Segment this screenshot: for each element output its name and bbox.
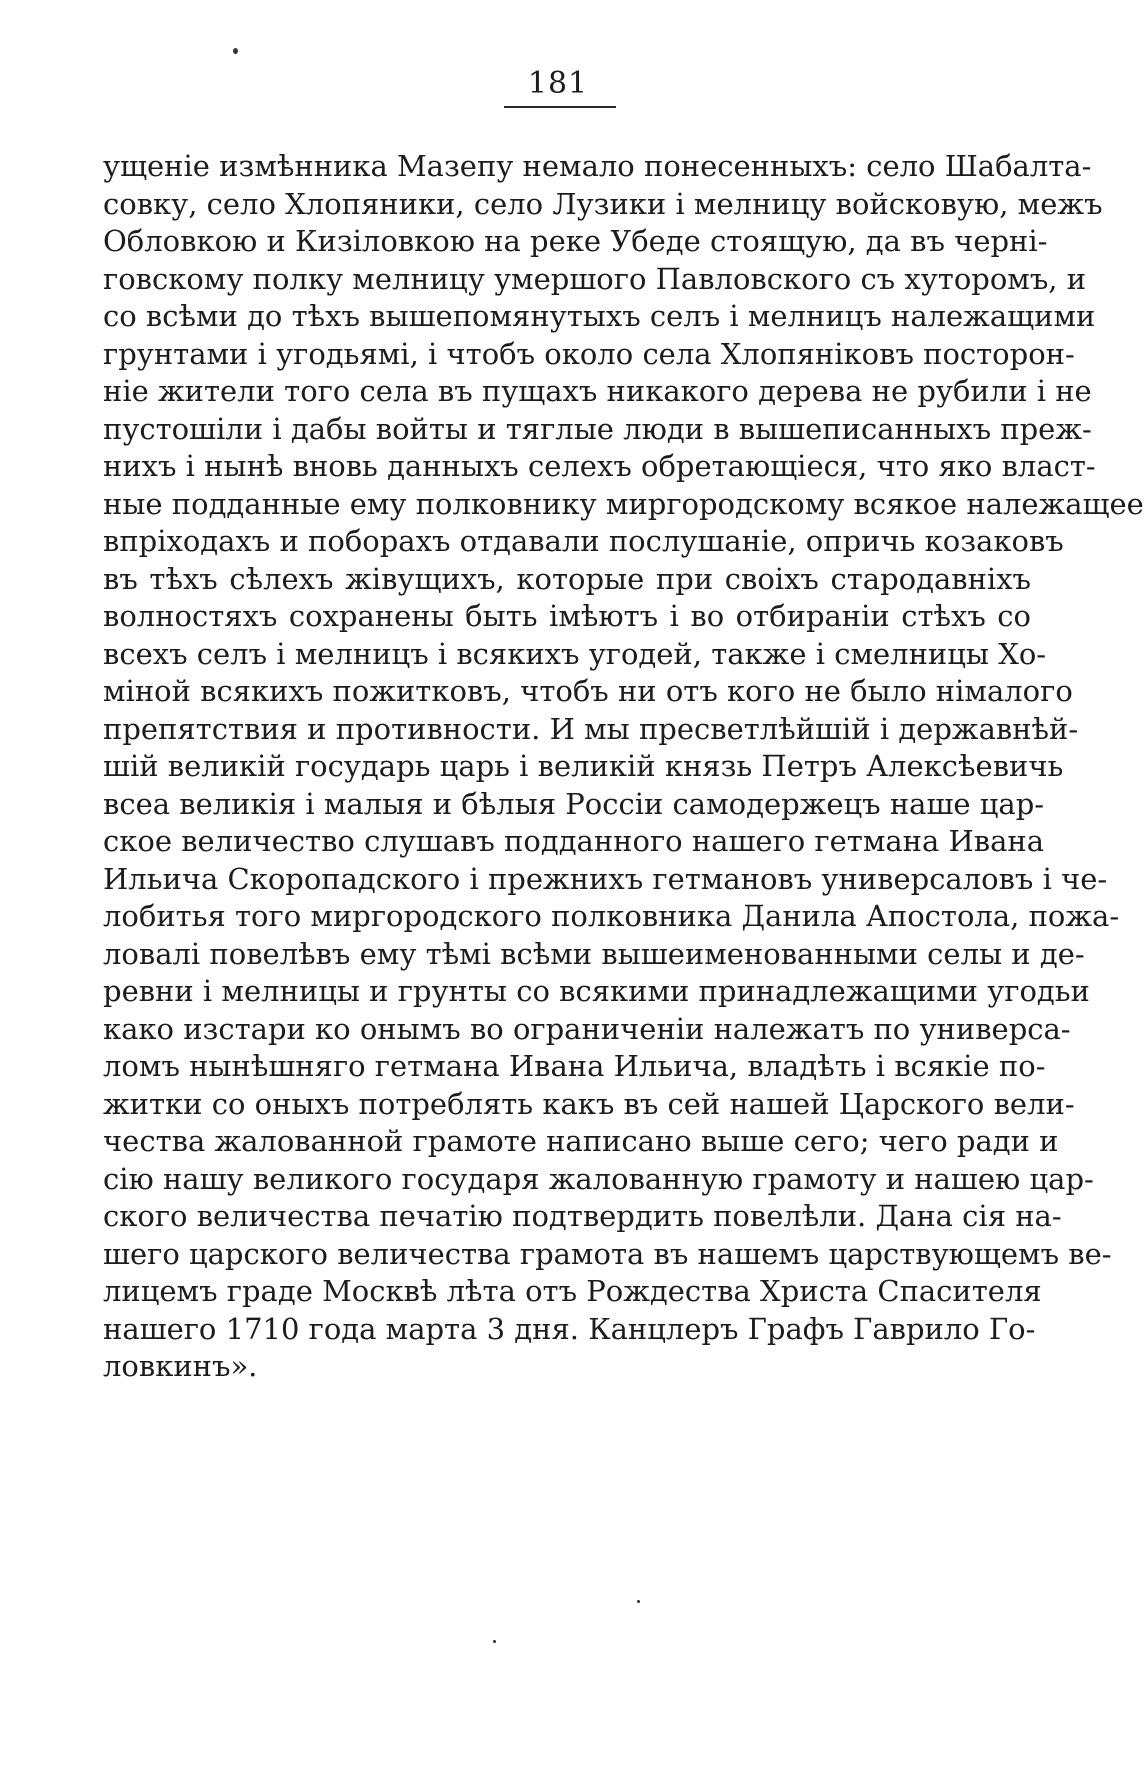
text-line: ского величества печатію подтвердить повелѣли. Дана сія на- [103, 1199, 1062, 1233]
text-line: препятствия и противности. И мы пресветлѣйшій і державнѣй- [103, 711, 1079, 746]
ink-speck [637, 1600, 640, 1603]
ink-speck [233, 48, 238, 54]
page-number-rule [504, 106, 616, 108]
text-line: ское величество слушавъ подданного нашего гетмана Ивана [103, 824, 1045, 858]
text-line: шего царского величества грамота въ нашемъ царствующемъ ве- [103, 1236, 1112, 1271]
text-line: ніе жители того села въ пущахъ никакого дерева не рубили і не [103, 374, 1092, 408]
text-line: ущеніе измѣнника Мазепу немало понесенныхъ: село Шабалта- [103, 149, 1092, 183]
text-line: ломъ нынѣшняго гетмана Ивана Ильича, владѣть і всякіе по- [103, 1049, 1046, 1083]
text-line: Обловкою и Кизіловкою на реке Убеде стоящую, да въ черні- [103, 224, 1048, 258]
text-line: чества жалованной грамоте написано выше сего; чего ради и [103, 1124, 1059, 1158]
text-line: лицемъ граде Москвѣ лѣта отъ Рождества Христа Спасителя [103, 1274, 1042, 1308]
page-number: 181 [527, 66, 589, 101]
text-line: лобитья того миргородского полковника Данила Апостола, пожа- [103, 899, 1120, 933]
text-line: Ильича Скоропадского і прежнихъ гетмановъ универсаловъ і че- [103, 861, 1108, 896]
text-line: міной всякихъ пожитковъ, чтобъ ни отъ кого не было німалого [103, 674, 1073, 708]
text-line: нихъ і нынѣ вновь данныхъ селехъ обретающіеся, что яко власт- [103, 449, 1096, 483]
text-line: всеа великія і малыя и бѣлыя Россіи самодержецъ наше цар- [103, 786, 1045, 821]
text-line: впріходахъ и поборахъ отдавали послушаніе, опричь козаковъ [103, 524, 1064, 558]
text-line: въ тѣхъ сѣлехъ жівущихъ, которые при своіхъ стародавніхъ [103, 561, 1031, 596]
text-line: пустошіли і дабы войты и тяглые люди в вышеписанныхъ преж- [103, 411, 1092, 446]
text-line: грунтами і угодьямі, і чтобъ около села Хлопяніковъ посторон- [103, 336, 1075, 371]
text-line: ловалі повелѣвъ ему тѣмі всѣми вышеименованными селы и де- [103, 936, 1085, 971]
text-line: всехъ селъ і мелницъ і всякихъ угодей, также і смелницы Хо- [103, 636, 1047, 671]
text-line: шій великій государь царь і великій князь Петръ Алексѣевичь [103, 749, 1064, 783]
text-line: ловкинъ». [103, 1349, 258, 1383]
text-line: совку, село Хлопяники, село Лузики і мелницу войсковую, межъ [103, 186, 1103, 221]
text-line: ревни і мелницы и грунты со всякими принадлежащими угодьи [103, 974, 1090, 1008]
text-line: сію нашу великого государя жалованную грамоту и нашею цар- [103, 1161, 1094, 1196]
body-text [103, 148, 1144, 1386]
text-line: волностяхъ сохранены быть імѣютъ і во отбираніи стѣхъ со [103, 599, 1031, 633]
text-line: говскому полку мелницу умершого Павловского съ хуторомъ, и [103, 261, 1087, 296]
text-line: нашего 1710 года марта 3 дня. Канцлеръ Графъ Гаврило Го- [103, 1311, 1036, 1346]
text-line: ные подданные ему полковнику миргородскому всякое належащее [103, 486, 1144, 521]
text-line: како изстари ко онымъ во ограниченіи належатъ по универса- [103, 1011, 1071, 1046]
text-line: житки со оныхъ потреблять какъ въ сей нашей Царского вели- [103, 1086, 1075, 1121]
text-line: со всѣми до тѣхъ вышепомянутыхъ селъ і мелницъ належащими [103, 299, 1096, 333]
ink-speck [493, 1640, 496, 1643]
